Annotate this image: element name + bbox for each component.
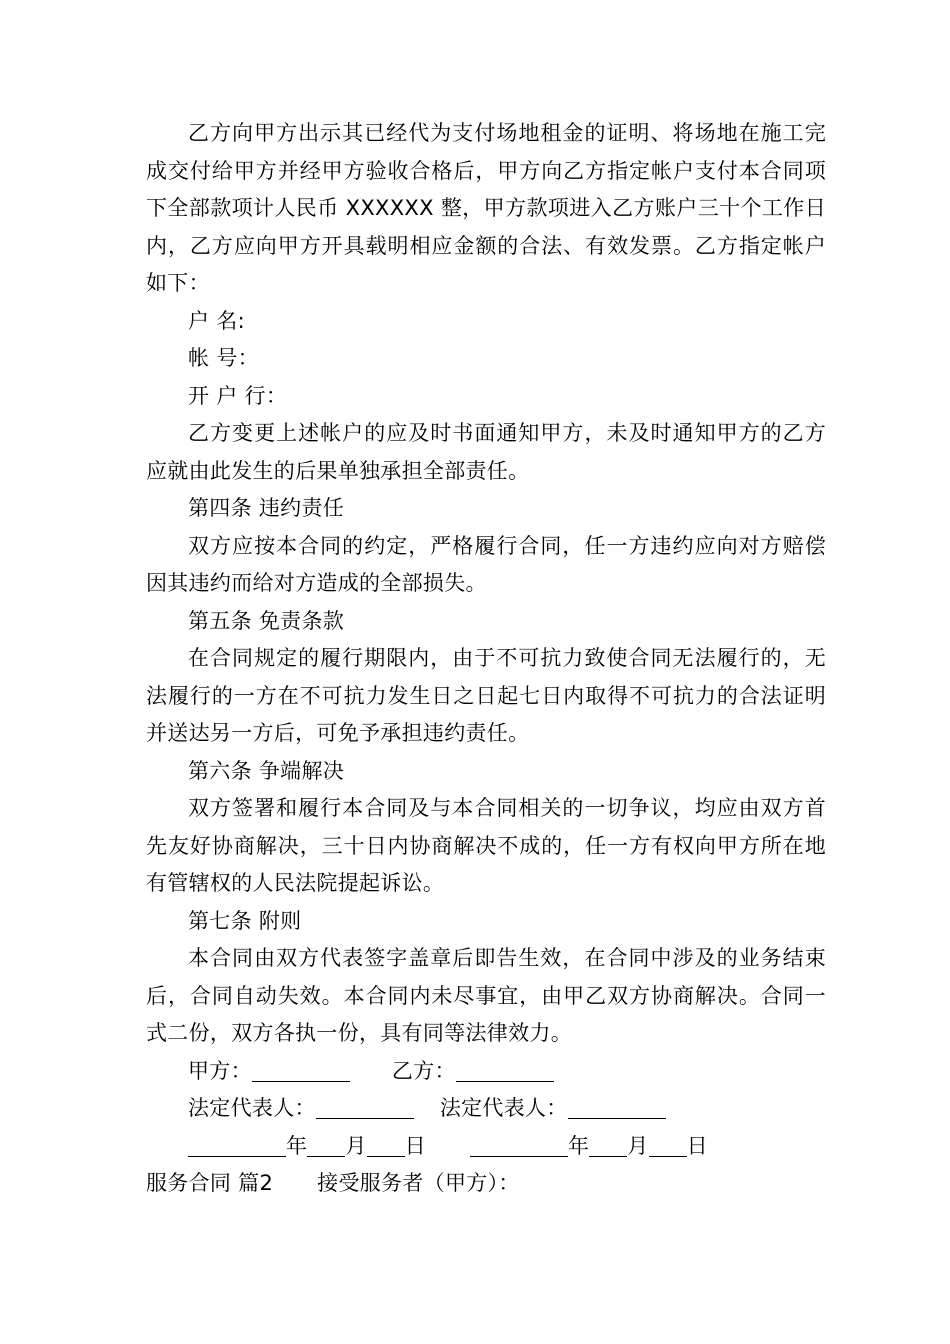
- representative-row: [146, 1090, 826, 1128]
- article-7-body: 本合同由双方代表签字盖章后即告生效，在合同中涉及的业务结束后，合同自动失效。本合同内未尽事宜，由甲乙双方协商解决。合同一式二份，双方各执一份，具有同等法律效力。: [146, 946, 826, 1045]
- article-5-title: 第五条 免责条款: [188, 608, 345, 633]
- date-b-month-blank: [589, 1134, 627, 1157]
- party-signature-row: [146, 1053, 826, 1091]
- contract-page: [146, 115, 826, 1203]
- date-a-year-blank: [188, 1134, 286, 1157]
- date-b-day-label: 日: [686, 1133, 708, 1158]
- recipient-label: 接受服务者（甲方）：: [317, 1171, 520, 1195]
- date-b-year-label: 年: [567, 1133, 590, 1158]
- article-6-title: 第六条 争端解决: [188, 758, 345, 783]
- article-4-title: 第四条 违约责任: [188, 496, 345, 520]
- account-name-line: 户 名:: [188, 308, 245, 333]
- next-section-row: [146, 1165, 826, 1203]
- payment-clause: 乙方向甲方出示其已经代为支付场地租金的证明、将场地在施工完成交付给甲方并经甲方验收合格后，甲方向乙方指定帐户支付本合同项下全部款项计人民币 XXXXXX 整，甲方款项进入乙方账户三十个工作日内，乙方应向甲方开具载明相应金额的合法、有效发票。乙方指定帐户如下：: [146, 121, 826, 295]
- account-change-clause: 乙方变更上述帐户的应及时书面通知甲方，未及时通知甲方的乙方应就由此发生的后果单独承担全部责任。: [146, 421, 826, 483]
- date-a-day-label: 日: [404, 1133, 426, 1158]
- party-a-label: 甲方：: [188, 1058, 252, 1083]
- date-row: [146, 1128, 826, 1166]
- section-label: 服务合同 篇2: [146, 1171, 274, 1195]
- account-number-line: 帐 号：: [188, 346, 259, 370]
- date-b-year-blank: [470, 1134, 568, 1157]
- date-b-day-blank: [649, 1134, 687, 1157]
- rep-b-label: 法定代表人：: [439, 1096, 568, 1120]
- rep-a-blank: [316, 1096, 414, 1119]
- article-6-body: 双方签署和履行本合同及与本合同相关的一切争议，均应由双方首先友好协商解决，三十日内协商解决不成的，任一方有权向甲方所在地有管辖权的人民法院提起诉讼。: [146, 796, 826, 895]
- date-a-month-blank: [307, 1134, 345, 1157]
- article-7-title: 第七条 附则: [188, 908, 302, 933]
- account-bank-line: 开 户 行：: [188, 383, 288, 408]
- date-a-year-label: 年: [286, 1133, 308, 1158]
- date-a-day-blank: [367, 1134, 405, 1157]
- article-5-body: 在合同规定的履行期限内，由于不可抗力致使合同无法履行的，无法履行的一方在不可抗力发生日之日起七日内取得不可抗力的合法证明并送达另一方后，可免予承担违约责任。: [146, 646, 826, 745]
- party-a-blank: [252, 1059, 350, 1082]
- party-b-blank: [456, 1059, 554, 1082]
- date-a-month-label: 月: [345, 1133, 367, 1158]
- rep-a-label: 法定代表人：: [188, 1096, 316, 1120]
- party-b-label: 乙方：: [391, 1058, 456, 1083]
- article-4-body: 双方应按本合同的约定，严格履行合同，任一方违约应向对方赔偿因其违约而给对方造成的全部损失。: [146, 533, 826, 595]
- date-b-month-label: 月: [627, 1133, 649, 1158]
- rep-b-blank: [568, 1096, 666, 1119]
